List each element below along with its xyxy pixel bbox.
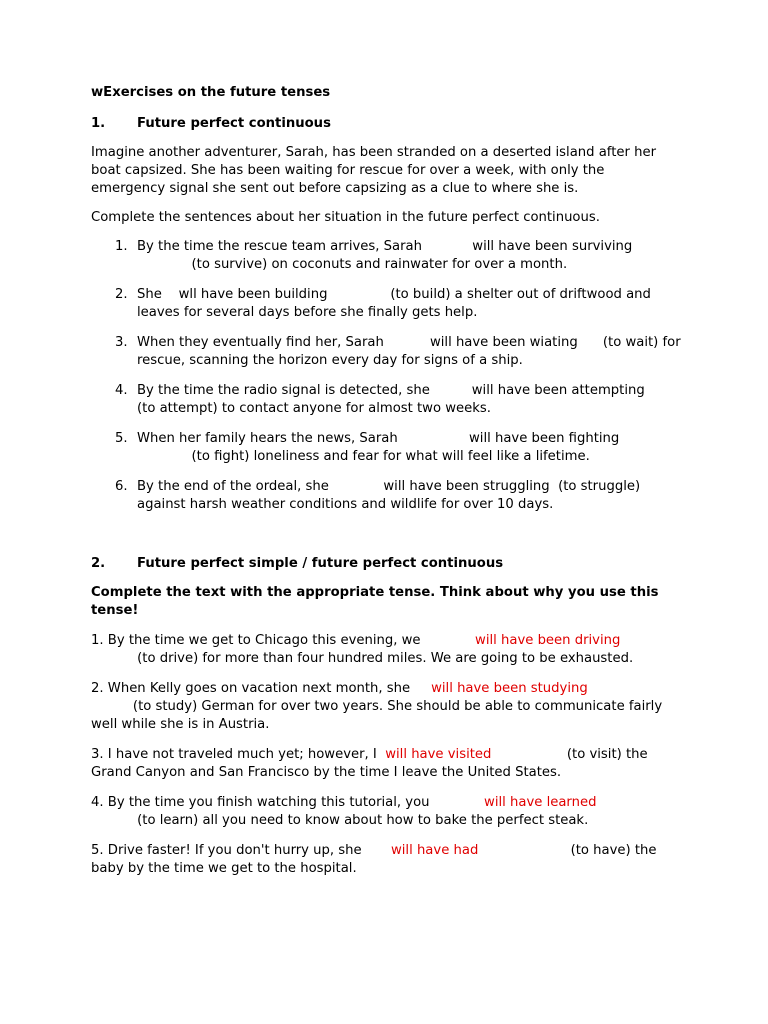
sentence-end: (to attempt) to contact anyone for almost two weeks. (137, 401, 491, 416)
section2-heading (91, 555, 681, 573)
sentence-end: (to wait) for rescue, scanning the horizon every day for signs of a ship. (137, 335, 681, 368)
item-number: 1. (115, 239, 128, 254)
section1-number: 1. (91, 116, 106, 131)
answer-text: will have been driving (475, 633, 621, 648)
sentence-end: (to build) a shelter out of driftwood and leaves for several days before she finally gets help. (137, 287, 651, 320)
item-number: 3. (115, 335, 128, 350)
list-item (91, 238, 681, 274)
section1-list (91, 238, 681, 514)
list-item (91, 382, 681, 418)
sentence-start: By the time the radio signal is detected, she (137, 383, 430, 398)
list-item (91, 632, 681, 668)
item-number: 5. (115, 431, 128, 446)
document-title: wExercises on the future tenses (91, 85, 331, 100)
answer-text: will have visited (385, 747, 492, 762)
document-page (91, 84, 681, 890)
answer-text: will have been struggling (383, 479, 550, 494)
sentence-end: (to struggle) against harsh weather conditions and wildlife for over 10 days. (137, 479, 641, 512)
answer-text: wll have been building (178, 287, 328, 302)
sentence-start: By the time we get to Chicago this evening, we (107, 633, 421, 648)
answer-text: will have been attempting (471, 383, 645, 398)
sentence-end: (to drive) for more than four hundred miles. We are going to be exhausted. (137, 651, 634, 666)
section1-title: Future perfect continuous (137, 116, 331, 131)
section2-instruction: Complete the text with the appropriate tense. Think about why you use this tense! (91, 585, 659, 618)
answer-text: will have been wiating (429, 335, 578, 350)
item-number: 4. (91, 795, 104, 810)
section1-instruction: Complete the sentences about her situation in the future perfect continuous. (91, 210, 600, 225)
sentence-end: (to study) German for over two years. She should be able to communicate fairly well while she is in Austria. (91, 699, 667, 732)
item-number: 2. (115, 287, 128, 302)
sentence-start: When they eventually find her, Sarah (137, 335, 384, 350)
list-item (91, 334, 681, 370)
sentence-end: (to fight) loneliness and fear for what will feel like a lifetime. (191, 449, 590, 464)
sentence-start: When Kelly goes on vacation next month, she (107, 681, 411, 696)
item-number: 1. (91, 633, 104, 648)
sentence-end: (to visit) the Grand Canyon and San Francisco by the time I leave the United States. (91, 747, 652, 780)
sentence-start: By the time you finish watching this tutorial, you (107, 795, 430, 810)
sentence-start: By the time the rescue team arrives, Sarah (137, 239, 422, 254)
list-item (91, 746, 681, 782)
item-number: 4. (115, 383, 128, 398)
section1-intro: Imagine another adventurer, Sarah, has been stranded on a deserted island after her boat capsized. She has been waiting for rescue for over a week, with only the emergency signal she sent out before capsizing as a clue to where she is. (91, 145, 656, 196)
answer-text: will have had (390, 843, 479, 858)
sentence-start: By the end of the ordeal, she (137, 479, 329, 494)
list-item (91, 794, 681, 830)
item-number: 2. (91, 681, 104, 696)
list-item (91, 842, 681, 878)
section2-list (91, 632, 681, 878)
sentence-start: She (137, 287, 162, 302)
item-number: 6. (115, 479, 128, 494)
sentence-end: (to have) the baby by the time we get to the hospital. (91, 843, 661, 876)
sentence-end: (to learn) all you need to know about how to bake the perfect steak. (137, 813, 589, 828)
section2-title: Future perfect simple / future perfect continuous (137, 556, 504, 571)
answer-text: will have been fighting (469, 431, 620, 446)
item-number: 5. (91, 843, 104, 858)
sentence-start: I have not traveled much yet; however, I (107, 747, 377, 762)
sentence-start: When her family hears the news, Sarah (137, 431, 398, 446)
list-item (91, 430, 681, 466)
sentence-end: (to survive) on coconuts and rainwater for over a month. (191, 257, 568, 272)
answer-text: will have been studying (431, 681, 588, 696)
list-item (91, 286, 681, 322)
answer-text: will have learned (484, 795, 597, 810)
list-item (91, 680, 681, 734)
list-item (91, 478, 681, 514)
section1-heading (91, 115, 681, 133)
section2-number: 2. (91, 556, 106, 571)
item-number: 3. (91, 747, 104, 762)
answer-text: will have been surviving (472, 239, 633, 254)
sentence-start: Drive faster! If you don't hurry up, she (107, 843, 362, 858)
